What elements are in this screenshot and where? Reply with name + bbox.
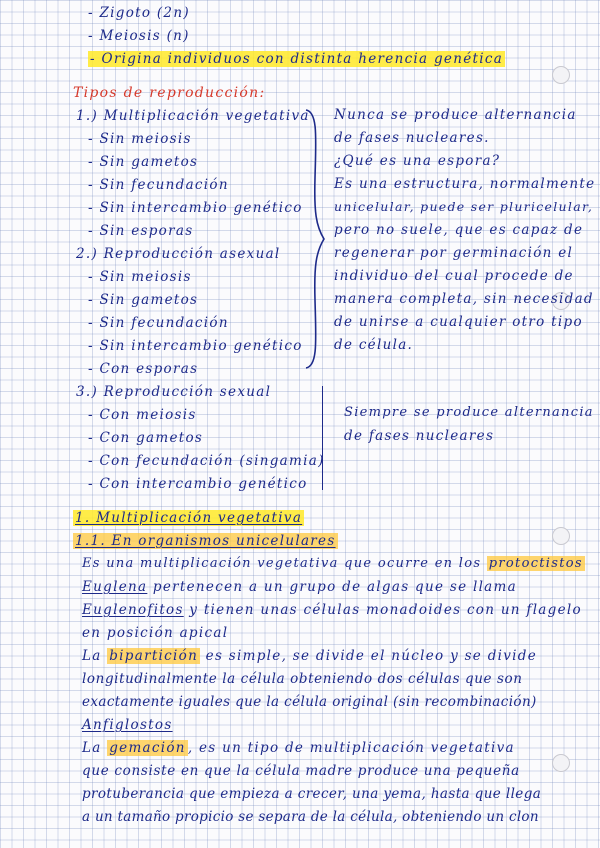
body-line: exactamente iguales que la célula original (sin recombinación) — [82, 694, 537, 710]
binder-hole — [552, 754, 570, 772]
note-line: pero no suele, que es capaz de — [334, 222, 584, 238]
body-line: Es una multiplicación vegetativa que ocurre en los protoctistos — [82, 556, 583, 571]
list-item: - Sin meiosis — [88, 269, 192, 285]
list-item: - Sin gametos — [88, 292, 199, 308]
list-item: - Con esporas — [88, 361, 199, 377]
body-line: a un tamaño propicio se separa de la célula, obteniendo un clon — [82, 809, 539, 825]
note-line: Siempre se produce alternancia — [344, 405, 594, 420]
body-line: longitudinalmente la célula obteniendo dos células que son — [82, 671, 523, 687]
section-heading: Tipos de reproducción: — [73, 85, 266, 101]
bracket-line — [322, 386, 323, 490]
body-line: Anfiglostos — [82, 717, 173, 733]
list-item: - Meiosis (n) — [88, 28, 190, 44]
note-line: de fases nucleares — [344, 428, 495, 444]
note-line: de célula. — [334, 337, 414, 353]
body-line: protuberancia que empieza a crecer, una yema, hasta que llega — [82, 786, 542, 802]
list-item: - Sin gametos — [88, 154, 199, 170]
binder-hole — [552, 66, 570, 84]
note-line: Nunca se produce alternancia — [334, 107, 577, 123]
list-item: - Sin intercambio genético — [88, 200, 303, 216]
list-item: - Con meiosis — [88, 407, 197, 423]
list-item: - Con gametos — [88, 430, 204, 446]
list-title: 3.) Reproducción sexual — [76, 384, 272, 400]
note-line: ¿Qué es una espora? — [334, 153, 501, 169]
curly-brace-icon — [302, 108, 326, 370]
list-item: - Sin intercambio genético — [88, 338, 303, 354]
note-line: manera completa, sin necesidad — [334, 291, 594, 307]
binder-hole — [552, 527, 570, 545]
note-line: Es una estructura, normalmente — [334, 176, 596, 192]
note-line: regenerar por germinación el — [334, 245, 574, 261]
note-line: de fases nucleares. — [334, 130, 490, 146]
list-item: - Con intercambio genético — [88, 476, 308, 492]
note-line: de unirse a cualquier otro tipo — [334, 314, 583, 330]
body-line: Euglena pertenecen a un grupo de algas que se llama — [82, 579, 517, 595]
list-item: - Sin meiosis — [88, 131, 192, 147]
body-line: Euglenofitos y tienen unas células monadoides con un flagelo — [82, 602, 582, 618]
note-line: individuo del cual procede de — [334, 268, 574, 284]
list-item: - Con fecundación (singamia) — [88, 453, 325, 469]
section-subtitle: 1.1. En organismos unicelulares — [75, 533, 336, 549]
section-title: 1. Multiplicación vegetativa — [75, 510, 303, 526]
list-item: - Zigoto (2n) — [88, 5, 190, 21]
body-line: La gemación , es un tipo de multiplicación vegetativa — [82, 740, 515, 756]
note-line: unicelular, puede ser pluricelular, — [334, 199, 594, 214]
list-title: 2.) Reproducción asexual — [76, 246, 281, 262]
list-item: - Origina individuos con distinta herencia genética — [90, 51, 504, 67]
body-line: La bipartición es simple, se divide el núcleo y se divide — [82, 648, 538, 664]
body-line: en posición apical — [82, 625, 229, 641]
list-title: 1.) Multiplicación vegetativa — [76, 108, 310, 124]
body-line: que consiste en que la célula madre produce una pequeña — [82, 763, 520, 779]
list-item: - Sin esporas — [88, 223, 194, 239]
list-item: - Sin fecundación — [88, 315, 229, 331]
list-item: - Sin fecundación — [88, 177, 229, 193]
